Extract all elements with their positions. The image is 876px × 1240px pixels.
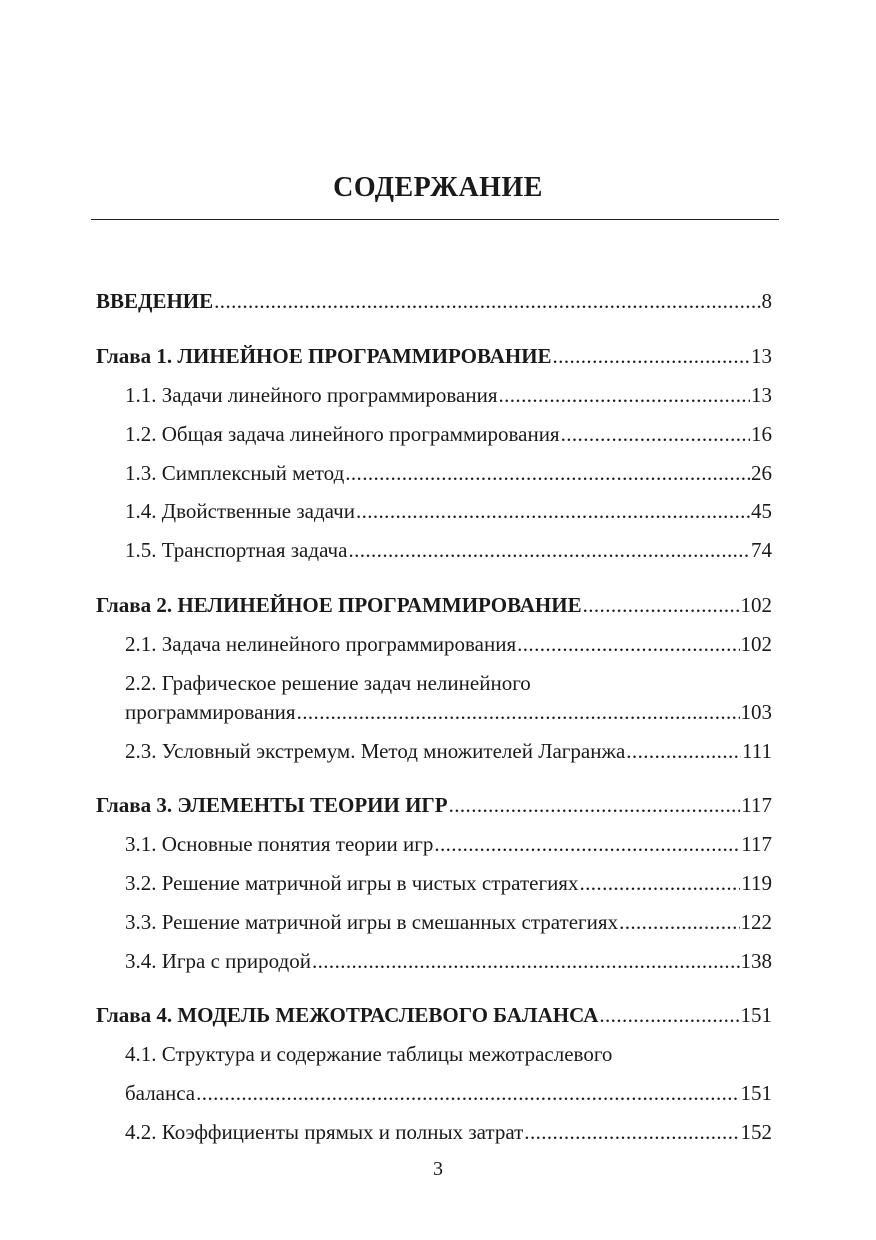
toc-entry-page: 8 — [761, 289, 772, 313]
toc-entry-page: 138 — [740, 949, 772, 973]
toc-entry-1-4[interactable] — [125, 498, 772, 524]
toc-entry-page: 117 — [741, 832, 772, 856]
toc-entry-page: 13 — [751, 383, 772, 407]
toc-entry-page: 102 — [740, 593, 772, 617]
toc-entry-label: 1.3. Симплексный метод — [125, 461, 345, 485]
toc-entry-label: Глава 2. НЕЛИНЕЙНОЕ ПРОГРАММИРОВАНИЕ — [96, 593, 582, 617]
toc-entry-3-3[interactable] — [125, 909, 772, 935]
toc-entry-4-2[interactable] — [125, 1119, 772, 1145]
toc-entry-2-1[interactable] — [125, 631, 772, 657]
dot-leader — [579, 870, 740, 896]
toc-entry-4-1-line1: 4.1. Структура и содержание таблицы межотраслевого — [125, 1042, 613, 1066]
toc-entry-label: 4.2. Коэффициенты прямых и полных затрат — [125, 1120, 524, 1144]
toc-entry-label: 3.1. Основные понятия теории игр — [125, 832, 434, 856]
toc-entry-label: программирования — [125, 700, 296, 724]
toc-entry-1-3[interactable] — [125, 460, 772, 486]
toc-entry-2-3[interactable] — [125, 738, 772, 764]
toc-entry-4-1[interactable] — [125, 1080, 772, 1106]
toc-entry-3-4[interactable] — [125, 948, 772, 974]
toc-entry-label: ВВЕДЕНИЕ — [96, 289, 214, 313]
toc-entry-2-2-line1: 2.2. Графическое решение задач нелинейного — [125, 671, 531, 695]
toc-entry-label: 1.1. Задачи линейного программирования — [125, 383, 498, 407]
dot-leader — [517, 631, 739, 657]
toc-entry-1-2[interactable] — [125, 421, 772, 447]
dot-leader — [312, 948, 740, 974]
toc-entry-page: 151 — [740, 1081, 772, 1105]
toc-entry-label: 1.4. Двойственные задачи — [125, 499, 355, 523]
toc-entry-page: 103 — [740, 700, 772, 724]
toc-entry-chapter-1[interactable] — [96, 343, 772, 369]
toc-entry-2-2[interactable] — [125, 699, 772, 725]
dot-leader — [196, 1080, 739, 1106]
toc-entry-label: 1.5. Транспортная задача — [125, 538, 348, 562]
toc-entry-page: 16 — [751, 422, 772, 446]
dot-leader — [553, 343, 750, 369]
toc-entry-label: Глава 1. ЛИНЕЙНОЕ ПРОГРАММИРОВАНИЕ — [96, 344, 552, 368]
toc-entry-3-2[interactable] — [125, 870, 772, 896]
toc-entry-page: 122 — [740, 910, 772, 934]
dot-leader — [626, 738, 741, 764]
dot-leader — [434, 831, 740, 857]
toc-entry-label: Глава 3. ЭЛЕМЕНТЫ ТЕОРИИ ИГР — [96, 793, 448, 817]
toc-entry-label: 1.2. Общая задача линейного программирования — [125, 422, 560, 446]
page-title: СОДЕРЖАНИЕ — [333, 172, 543, 203]
toc-entry-page: 13 — [751, 344, 772, 368]
toc-entry-page: 102 — [740, 632, 772, 656]
dot-leader — [297, 699, 740, 725]
toc-entry-label: 3.3. Решение матричной игры в смешанных стратегиях — [125, 910, 619, 934]
dot-leader — [498, 382, 750, 408]
page-number: 3 — [433, 1158, 443, 1180]
toc-entry-page: 26 — [751, 461, 772, 485]
toc-entry-page: 117 — [741, 793, 772, 817]
dot-leader — [524, 1119, 739, 1145]
toc-entry-page: 45 — [751, 499, 772, 523]
toc-entry-label: 2.1. Задача нелинейного программирования — [125, 632, 517, 656]
toc-entry-3-1[interactable] — [125, 831, 772, 857]
toc-entry-1-1[interactable] — [125, 382, 772, 408]
dot-leader — [356, 498, 750, 524]
dot-leader — [599, 1002, 739, 1028]
toc-entry-page: 152 — [740, 1120, 772, 1144]
toc-entry-label: 3.2. Решение матричной игры в чистых стратегиях — [125, 871, 579, 895]
toc-entry-label: 3.4. Игра с природой — [125, 949, 311, 973]
dot-leader — [348, 537, 750, 563]
toc-entry-1-5[interactable] — [125, 537, 772, 563]
dot-leader — [345, 460, 750, 486]
toc-entry-label: Глава 4. МОДЕЛЬ МЕЖОТРАСЛЕВОГО БАЛАНСА — [96, 1003, 599, 1027]
dot-leader — [449, 792, 741, 818]
toc-entry-page: 74 — [751, 538, 772, 562]
toc-entry-page: 119 — [741, 871, 772, 895]
toc-entry-chapter-2[interactable] — [96, 592, 772, 618]
dot-leader — [561, 421, 750, 447]
dot-leader — [214, 288, 760, 314]
toc-entry-chapter-3[interactable] — [96, 792, 772, 818]
dot-leader — [583, 592, 740, 618]
toc-entry-intro[interactable] — [96, 288, 772, 314]
toc-entry-page: 111 — [742, 739, 772, 763]
dot-leader — [619, 909, 739, 935]
toc-entry-label: баланса — [125, 1081, 196, 1105]
toc-entry-page: 151 — [740, 1003, 772, 1027]
toc-entry-label: 2.3. Условный экстремум. Метод множителей Лагранжа — [125, 739, 626, 763]
toc-entry-chapter-4[interactable] — [96, 1002, 772, 1028]
